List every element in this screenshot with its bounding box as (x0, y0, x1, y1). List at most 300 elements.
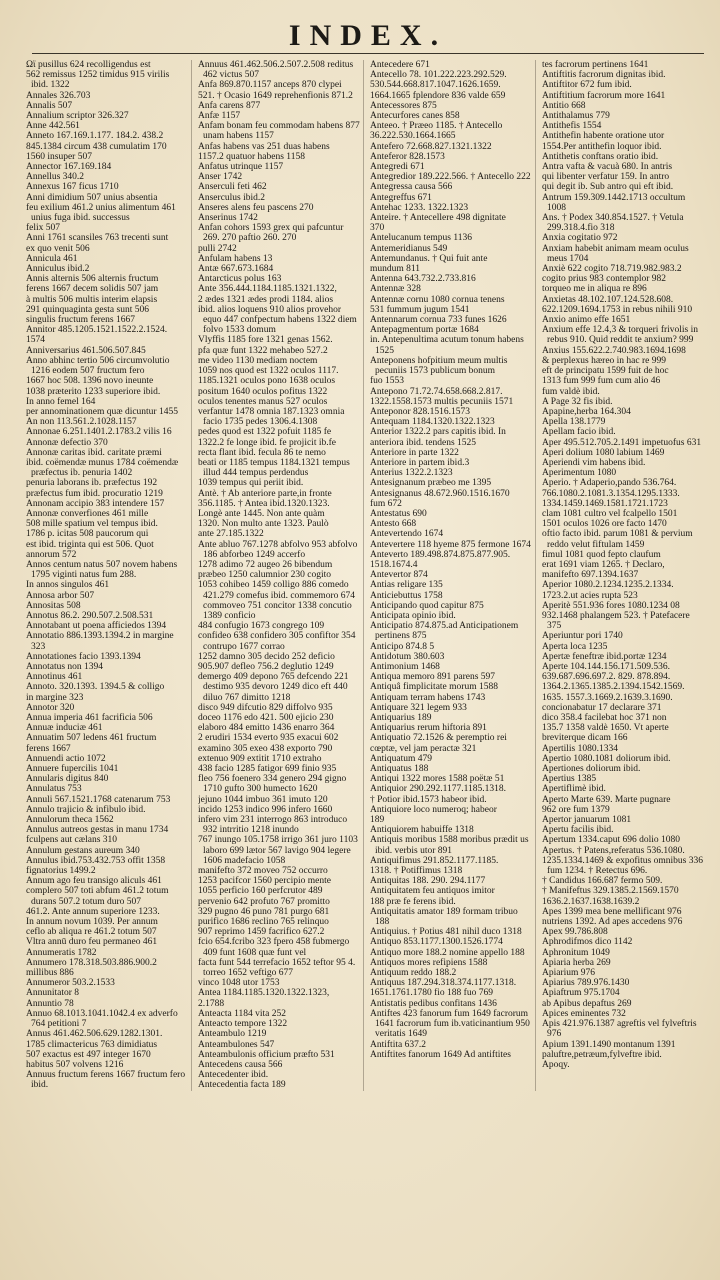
index-entry: dico 358.4 facilebat hoc 371 non (542, 713, 667, 723)
index-entry: Annitor 485.1205.1521.1522.2.1524. (26, 325, 168, 336)
index-entry: Anne 442.561 (26, 121, 80, 132)
index-entry: à multis 506 multis interim elapsis (26, 294, 158, 305)
index-entry: Aphronitum 1049 (542, 947, 610, 958)
index-entry: 1574 (26, 335, 45, 346)
index-entry: fcio 654.fcribo 323 fpero 458 fubmergo 409 funt 1608 quæ funt vel (198, 937, 350, 958)
index-entry: Antithefis 1554 (542, 121, 602, 132)
index-entry: Antegressa causa 566 (370, 182, 453, 193)
index-entry: Annumeror 503.2.1533 (26, 978, 115, 989)
index-entry: ferens 1667 (26, 743, 71, 754)
index-entry: 1039 tempus qui periit ibid. (198, 478, 304, 489)
index-entry: 1560 insuper 507 (26, 151, 92, 162)
index-entry: Annuendi actio 1072 (26, 753, 106, 764)
index-entry: in margine 323 (26, 692, 84, 703)
index-entry: 2 erudiri 1534 everto 935 exacui 602 (198, 733, 339, 744)
index-entry: Apertiones doliorum ibid. (542, 764, 641, 775)
index-entry: oftio facto ibid. parum 1081 & pervium reddo velut fiftulam 1459 (542, 529, 693, 550)
index-entry: cogito prius 983 contemplor 982 (542, 274, 667, 285)
index-entry: infero vim 231 interrogo 863 introduco 932 intrritio 1218 inundo (198, 815, 348, 836)
index-entry: Ante abluo 767.1278 abfolvo 953 abfolvo 186 abforbeo 1249 accerfo (198, 539, 358, 560)
index-entry: Antennæ cornu 1080 cornua tenens (370, 294, 505, 305)
index-entry: Annonæ defectio 370 (26, 437, 108, 448)
index-entry: 1518.1674.4 (370, 559, 418, 570)
index-entry: Antidotum 380.603 (370, 651, 445, 662)
index-entry: Anfatus utrinque 1157 (198, 162, 284, 173)
index-entry: Apiarium 976 (542, 968, 596, 979)
index-entry: Antecedere 671 (370, 60, 430, 70)
index-entry: Antemundanus. † Qui fuit ante (370, 253, 488, 264)
index-entry: singulis fructum ferens 1667 (26, 315, 135, 326)
index-entry: examino 305 exeo 438 exporto 790 (198, 743, 333, 754)
index-entry: Anxiam habebit animam meam oculus meus 1704 (542, 243, 689, 264)
index-entry: Ωϊ pusillus 624 recolligendus est (26, 60, 151, 70)
index-entry: nutriens 1392. Ad apes accedens 976 (542, 917, 683, 928)
index-column-3 (370, 60, 536, 1091)
index-entry: Antiftita 637.2 (370, 1039, 426, 1050)
index-entry: & perplexus hæreo in hac re 999 (542, 355, 666, 366)
index-entry: Anno abhinc tertio 506 circumvolutio 1216 eodem 507 fructum fero (26, 355, 170, 377)
index-entry: clam 1081 cultro vel fcalpello 1501 (542, 508, 678, 519)
index-entry: pfa quæ funt 1322 mehabeo 527.2 (198, 345, 328, 356)
index-entry: ante 27.185.1322 (198, 529, 264, 540)
index-entry: Antiquis moribus 1588 moribus prædit us ibid. verbis utor 891 (370, 835, 529, 856)
index-entry: facta funt 544 terrefacio 1652 teftor 95 4. torreo 1652 veftigo 677 (198, 957, 356, 979)
index-entry: Antistatis pedibus confitans 1436 (370, 998, 497, 1009)
index-entry: Aperio. † Adaperio,pando 536.764. (542, 478, 677, 489)
index-entry: 521. † Ocasio 1649 reprehenfionis 871.2 (198, 90, 353, 101)
index-entry: elaboro 484 emitto 1436 enarro 364 (198, 723, 335, 734)
index-entry: 562 remissus 1252 timidus 915 virilis ibid. 1322 (26, 70, 170, 91)
index-entry: 1157.2 quatuor habens 1158 (198, 151, 305, 162)
index-entry: Longè ante 1445. Non ante quàm (198, 508, 325, 519)
index-entry: Apex 99.786.808 (542, 927, 608, 938)
index-entry: In annos singulos 461 (26, 580, 110, 591)
index-entry: 905.907 defleo 756.2 deglutio 1249 (198, 661, 334, 672)
index-entry: Apertu facilis ibid. (542, 825, 614, 836)
index-entry: 438 facio 1285 fatigor 699 finio 935 (198, 764, 337, 775)
index-entry: 622.1209.1694.1753 in rebus nihili 910 (542, 304, 693, 315)
index-entry: 907 reprimo 1459 facrifico 627.2 (198, 927, 325, 938)
index-entry: Annum ago feu transigo aliculs 461 (26, 876, 162, 887)
index-entry: fuo 1553 (370, 376, 405, 387)
index-entry: breviterque dicam 166 (542, 733, 628, 744)
index-entry: Antiftes 423 fanorum fum 1649 facrorum 1641 facrorum fum ib.vaticinantium 950 veritatis 1649 (370, 1008, 530, 1040)
index-entry: vinco 1048 utor 1753 (198, 978, 280, 989)
index-entry: Apiaftrum 975.1704 (542, 988, 620, 999)
index-entry: Annexus 167 ficus 1710 (26, 182, 119, 193)
index-entry: Anfa carens 877 (198, 100, 261, 111)
index-entry: Antias religare 135 (370, 580, 443, 591)
index-entry: 766.1080.2.1081.3.1354.1295.1333. (542, 488, 680, 499)
index-entry: Vlyffis 1185 fore 1321 genas 1562. (198, 335, 333, 346)
index-entry: torqueo me in aliqua re 896 (542, 284, 647, 295)
index-entry: In anno femel 164 (26, 396, 96, 407)
index-entry: Anteriore in parte 1322 (370, 447, 459, 458)
index-entry: recta flant ibid. fecula 86 te nemo (198, 447, 326, 458)
index-entry: fignatorius 1499.2 (26, 866, 96, 877)
index-entry: Anterius 1322.2.1323 (370, 468, 453, 479)
index-entry: Apertilis 1080.1334 (542, 743, 618, 754)
index-entry: Antepono 71.72.74.658.668.2.817. (370, 386, 503, 397)
index-entry: Annulus autreos gestas in manu 1734 (26, 825, 169, 836)
index-entry: Antenna 643.732.2.733.816 (370, 274, 476, 285)
index-entry: verfantur 1478 omnia 187.1323 omnia facio 1735 pedes 1306.4.1308 (198, 406, 345, 428)
index-entry: Antecedenter ibid. (198, 1070, 269, 1081)
index-entry: † Potior ibid.1573 habeor ibid. (370, 794, 487, 805)
index-entry: doceo 1176 edo 421. 500 ejicio 230 (198, 713, 334, 723)
index-entry: 508 mille spatium vel tempus ibid. (26, 519, 158, 530)
index-entry: beati or 1185 tempus 1184.1321 tempus illud 444 tempus perdendus (198, 457, 350, 479)
index-entry: Ante 356.444.1184.1185.1321.1322, (198, 284, 337, 295)
index-entry: 461.2. Ante annum superiore 1233. (26, 906, 160, 917)
index-entry: Anni 1761 scansiles 763 trecenti sunt (26, 233, 169, 244)
index-entry: Antevertor 874 (370, 570, 428, 581)
index-entry: Annuatim 507 ledens 461 fructum (26, 733, 157, 744)
index-entry: Antesignanus 48.672.960.1516.1670 (370, 488, 510, 499)
index-entry: Anteverto 189.498.874.875.877.905. (370, 549, 511, 560)
index-entry: Annalium scriptor 326.327 (26, 111, 129, 122)
index-entry: Anteacta 1184 vita 252 (198, 1008, 287, 1019)
index-entry: Annus 461.462.506.629.1282.1301. (26, 1029, 163, 1040)
index-entry: anteriora ibid. tendens 1525 (370, 437, 477, 448)
index-entry: Annotationes facio 1393.1394 (26, 651, 141, 662)
index-entry: Apertio 1080.1081 doliorum ibid. (542, 753, 671, 764)
index-entry: Apium 1391.1490 montanum 1391 (542, 1039, 676, 1050)
index-entry: Apertum 1334.caput 696 dolio 1080 (542, 835, 680, 846)
index-entry: positum 1640 oculos pofitus 1322 (198, 386, 328, 397)
index-entry: Aperimentum 1080 (542, 468, 617, 479)
index-entry: Apapine,herba 164.304 (542, 406, 631, 417)
index-entry: præfectus fum ibid. procuratio 1219 (26, 488, 163, 499)
index-entry: erat 1691 viam 1265. † Declaro, (542, 559, 665, 570)
index-entry: Antevertere 118 hyeme 875 fermone 1674 (370, 539, 531, 550)
index-entry: Anserinus 1742 (198, 213, 258, 224)
index-entry: Antennæ 328 (370, 284, 421, 295)
index-entry: Apiaria herba 269 (542, 957, 611, 968)
index-entry: Anteambulones 547 (198, 1039, 275, 1050)
index-entry: Apes 1399 mea bene mellificant 976 (542, 906, 682, 917)
index-entry: 1059 nos quod est 1322 oculos 1117. (198, 366, 339, 377)
index-entry: Aperior 1080.2.1234.1235.2.1334. (542, 580, 674, 591)
index-entry: me video 1130 mediam noctem (198, 355, 318, 366)
index-entry: Apertor januarum 1081 (542, 815, 632, 826)
index-entry: Anniculus ibid.2 (26, 264, 90, 275)
index-entry: Aperto Marte 639. Marte pugnare (542, 794, 671, 805)
index-entry: Antiquam terram habens 1743 (370, 692, 486, 703)
index-entry: Anteacto tempore 1322 (198, 1019, 288, 1030)
index-entry: Annuntio 78 (26, 998, 74, 1009)
index-entry: Antefero 72.668.827.1321.1322 (370, 141, 492, 152)
index-entry: Antiquiore loco numeroq; habeor (370, 804, 497, 815)
index-entry: 1667 hoc 508. 1396 novo ineunte (26, 376, 154, 387)
index-entry: Antesignanum præbeo me 1395 (370, 478, 492, 489)
index-entry: Anxio animo effe 1651 (542, 315, 631, 326)
index-entry: Antiquum reddo 188.2 (370, 968, 457, 979)
index-entry: 1322.1558.1573 multis pecuniis 1571 (370, 396, 514, 407)
index-entry: jejuno 1044 imbuo 361 imuto 120 (198, 794, 328, 805)
index-entry: ab Apibus depaftus 269 (542, 998, 632, 1009)
index-entry: paluftre,petræum,fylveftre ibid. (542, 1049, 662, 1060)
header-rule (32, 53, 704, 54)
index-entry: 1635. 1557.3.1669.2.1639.3.1690. (542, 692, 673, 703)
index-entry: Anteferor 828.1573 (370, 151, 445, 162)
index-title: INDEX. (288, 19, 448, 52)
index-entry: Annuus fructum ferens 1667 fructum fero ibid. (26, 1070, 186, 1091)
index-entry: Antiquatio 72.1526 & peremptio rei (370, 733, 507, 744)
index-entry: 356.1185. † Antea ibid.1320.1323. (198, 498, 330, 509)
index-entry: fum valdè ibid. (542, 386, 600, 397)
index-columns (26, 60, 710, 1091)
index-entry: Antiquare 321 legem 933 (370, 702, 467, 713)
index-entry: Anticipata opinio ibid. (370, 610, 456, 621)
index-entry: concionabatur 17 declarare 371 (542, 702, 662, 713)
index-entry: mundum 811 (370, 264, 421, 275)
index-entry: Anxietas 48.102.107.124.528.608. (542, 294, 674, 305)
index-entry: Anteponens hofpitium meum multis pecuniis 1573 publicum bonum (370, 355, 508, 377)
index-entry: Antimonium 1468 (370, 661, 440, 672)
index-entry: complero 507 toti abfum 461.2 totum durans 507.2 totum duro 507 (26, 886, 169, 907)
index-entry: Aperitè 551.936 fores 1080.1234 08 (542, 600, 680, 611)
index-entry: Antiquifimus 291.852.1177.1185. (370, 855, 499, 866)
index-entry: † Manifeftus 329.1385.2.1569.1570 (542, 886, 679, 897)
index-entry: Antecedentia facta 189 (198, 1080, 286, 1091)
index-entry: Anfam bonam feu commodam habens 877 unam habens 1157 (198, 121, 360, 142)
index-entry: ex quo venit 506 (26, 243, 90, 254)
index-entry: Antecessores 875 (370, 100, 437, 111)
index-entry: fimul 1081 quod fepto claufum (542, 549, 661, 560)
index-entry: Annalis 507 (26, 100, 73, 111)
index-entry: Annularis digitus 840 (26, 774, 109, 785)
index-entry: Annositas 508 (26, 600, 81, 611)
index-entry: Antiquo 853.1177.1300.1526.1774 (370, 937, 503, 948)
index-entry: Annuus 461.462.506.2.507.2.508 reditus 462 victus 507 (198, 60, 354, 81)
index-entry: purifico 1686 reclino 765 relinquo (198, 917, 329, 928)
index-entry: extenuo 909 extitit 1710 extraho (198, 753, 322, 764)
index-entry: Annulo trajicio & infibulo ibid. (26, 804, 146, 815)
index-entry: Apertius 1385 (542, 774, 597, 785)
index-entry: Anni dimidium 507 unius absentia (26, 192, 158, 203)
index-entry: Antiquior 290.292.1177.1185.1318. (370, 784, 506, 795)
index-entry: 1501 oculos 1026 ore facto 1470 (542, 519, 667, 530)
index-entry: 484 confugio 1673 congrego 109 (198, 621, 325, 632)
index-entry: Annuere fupercilis 1041 (26, 764, 119, 775)
index-entry: 507 exactus est 497 integer 1670 (26, 1049, 151, 1060)
index-entry: Annuo 68.1013.1041.1042.4 ex adverfo 764 petitioni 7 (26, 1008, 178, 1030)
index-entry: 1320. Non multo ante 1323. Paulò (198, 519, 329, 530)
index-entry: Apis 421.976.1387 agreftis vel fylveftris 976 (542, 1019, 697, 1040)
index-entry: felix 507 (26, 223, 61, 234)
index-entry: Antemeridianus 549 (370, 243, 448, 254)
index-entry: Annumeratis 1782 (26, 947, 97, 958)
index-entry: 531 fummum jugum 1541 (370, 304, 470, 315)
index-entry: Antecello 78. 101.222.223.292.529. (370, 70, 507, 81)
index-entry: 189 (370, 815, 385, 826)
index-entry: ferens 1667 decem solidis 507 jam (26, 284, 159, 295)
index-entry: Annuæ induciæ 461 (26, 723, 103, 734)
index-entry: 1313 fum 999 fum cum alio 46 (542, 376, 661, 387)
index-entry: 1785 climactericus 763 dimidiatus (26, 1039, 158, 1050)
index-entry: ceflo ab aliqua re 461.2 totum 507 (26, 927, 157, 938)
index-entry: 1253 pacifcor 1560 percipio mente (198, 876, 331, 887)
index-entry: disco 949 difcutio 829 diffolvo 935 (198, 702, 333, 713)
index-entry: Anneto 167.169.1.177. 184.2. 438.2 (26, 131, 164, 142)
index-entry: oculos tenentes manus 527 oculos (198, 396, 328, 407)
index-entry: Antiquitas 188. 290. 294.1177 (370, 876, 486, 887)
index-entry: Antiquo more 188.2 nomine appello 188 (370, 947, 525, 958)
index-entry: Apertus. † Patens,referatus 536.1080. (542, 845, 685, 856)
index-entry: 370 (370, 223, 385, 234)
index-entry: Annonæ converfiones 461 mille (26, 508, 149, 519)
index-entry: Anxia cogitatio 972 (542, 233, 618, 244)
index-entry: Antennarum cornua 733 funes 1626 (370, 315, 507, 326)
index-entry: 2.1788 (198, 998, 225, 1009)
index-entry: Aperiendi vim habens ibid. (542, 457, 646, 468)
index-entry: Antæ 667.673.1684 (198, 264, 274, 275)
index-entry: fum 672 (370, 498, 402, 509)
index-entry: penuria laborans ib. præfectus 192 (26, 478, 158, 489)
index-entry: 1322.2 fe longe ibid. fe projicit ib.fe (198, 437, 336, 448)
index-entry: A Page 32 fis ibid. (542, 396, 613, 407)
index-entry: Apellam facio ibid. (542, 427, 616, 438)
index-entry: incido 1253 indico 996 infero 1660 (198, 804, 333, 815)
index-entry: 1055 perficio 160 perfcrutor 489 (198, 886, 323, 897)
index-entry: 2 ædes 1321 ædes prodi 1184. alios (198, 294, 334, 305)
index-entry: Annis alternis 506 alternis fructum (26, 274, 159, 285)
index-entry: habitus 507 volvens 1216 (26, 1059, 124, 1070)
index-entry: Antiquus 187.294.318.374.1177.1318. (370, 978, 517, 989)
index-entry: feu exilium 461.2 unius alimentum 461 unius fuga ibid. successus (26, 202, 176, 224)
index-entry: 1636.2.1637.1638.1639.2 (542, 896, 640, 907)
index-entry: Antea 1184.1185.1320.1322.1323, (198, 988, 330, 999)
index-entry: Vltra annū duro feu permaneo 461 (26, 937, 158, 948)
index-entry: Antithetis conftans oratio ibid. (542, 151, 659, 162)
index-entry: Antelucanum tempus 1136 (370, 233, 473, 244)
index-entry: 530.544.668.817.1047.1626.1659. (370, 80, 501, 91)
index-entry: confideo 638 confidero 305 confiftor 354 contrupo 1677 corrao (198, 631, 356, 652)
index-entry: 962 ore fum 1379 (542, 804, 610, 815)
index-entry: Antehac 1233. 1322.1323 (370, 202, 469, 213)
index-entry: Annotabant ut poena afficiedos 1394 (26, 621, 167, 632)
index-column-4 (542, 60, 708, 1091)
index-entry: Anxius 155.622.2.740.983.1694.1698 (542, 345, 686, 356)
index-entry: Antiftitis facrorum dignitas ibid. (542, 70, 666, 81)
index-entry: 1364.2.1365.1385.2.1394.1542.1569. (542, 682, 685, 693)
index-entry: Anteeo. † Præeo 1185. † Antecello (370, 121, 503, 132)
index-entry: Anticipando quod capitur 875 (370, 600, 484, 611)
index-entry: 1278 adimo 72 augeo 26 bibendum (198, 559, 333, 570)
index-entry: Aperta loca 1235 (542, 641, 608, 652)
index-column-1 (26, 60, 192, 1091)
index-entry: millibus 886 (26, 968, 74, 979)
index-entry: eft de principatu 1599 fuit de hoc (542, 366, 669, 377)
index-column-2 (198, 60, 364, 1091)
index-entry: Aphrodifmos dico 1142 (542, 937, 633, 948)
index-entry: Antra vafta & vacuà 680. In antris (542, 162, 673, 173)
index-entry: Apoqy. (542, 1059, 570, 1070)
index-entry: 845.1384 circum 438 cumulatim 170 (26, 141, 167, 152)
index-entry: Apertiflimè ibid. (542, 784, 606, 795)
index-entry: Annoto. 320.1393. 1394.5 & colligo (26, 682, 165, 693)
index-entry: Anfa 869.870.1157 anceps 870 clypei (198, 80, 342, 91)
index-entry: manifefto 697.1394.1637 (542, 570, 639, 581)
index-entry: Antarcticus polus 163 (198, 274, 282, 285)
index-entry: Antiquâ fimplicitate morum 1588 (370, 682, 498, 693)
index-entry: Antesto 668 (370, 519, 417, 530)
index-entry: Anserculi feti 462 (198, 182, 267, 193)
index-entry: 291 quinquaginta gesta sunt 506 (26, 304, 149, 315)
index-entry: Anterior 1322.2 pars capitis ibid. In (370, 427, 506, 438)
index-entry: Anxium effe 12.4,3 & torqueri frivolis in rebus 910. Quid reddit te anxium? 999 (542, 325, 699, 346)
index-entry: 1651.1761.1780 fio 188 fuo 769 (370, 988, 493, 999)
index-entry: 1318. † Potiffimus 1318 (370, 866, 463, 877)
index-entry: Annosa arbor 507 (26, 590, 95, 601)
index-entry: 329 pugno 46 puno 781 purgo 681 (198, 906, 330, 917)
index-entry: fculpens aut cælans 310 (26, 835, 118, 846)
index-entry: Anxiè 622 cogito 718.719.982.983.2 (542, 264, 682, 275)
index-entry: qui degit ib. Sub antro qui eft ibid. (542, 182, 674, 193)
index-entry: Antiquos mores refipiens 1588 (370, 957, 488, 968)
index-entry: Antiqua memoro 891 parens 597 (370, 672, 496, 683)
index-entry: demergo 409 depono 765 defcendo 221 destimo 935 devoro 1249 dico eft 440 diluo 767 dimitto 1218 (198, 672, 349, 703)
index-entry: 1235.1334.1469 & expofitus omnibus 336 fum 1234. † Retectus 696. (542, 855, 703, 877)
index-entry: Anticiebuttus 1758 (370, 590, 443, 601)
index-entry: Antegredior 189.222.566. † Antecello 222 (370, 172, 531, 183)
index-entry: 1786 p. icitas 508 paucorum qui (26, 529, 149, 540)
index-entry: qui libenter verfatur 159. In antro (542, 172, 670, 183)
index-entry: Antiqui 1322 mores 1588 poëtæ 51 (370, 774, 505, 785)
index-entry: Anseres alens feu pascens 270 (198, 202, 314, 213)
index-entry: Antestatus 690 (370, 508, 427, 519)
index-entry: 1664.1665 fplendore 836 valde 659 (370, 90, 506, 101)
index-entry: Annotatio 886.1393.1394.2 in margine 323 (26, 631, 174, 652)
index-entry: Annulorum theca 1562 (26, 815, 114, 826)
index-entry: Annotus 86.2. 290.507.2.508.531 (26, 610, 154, 621)
index-entry: Anser 1742 (198, 172, 243, 183)
index-entry: annorum 572 (26, 549, 77, 560)
index-entry: Antrum 159.309.1442.1713 occultum 1008 (542, 192, 686, 213)
page-header (26, 16, 710, 56)
index-entry: 1053 cohibeo 1459 colligo 886 comedo 421.279 comefus ibid. commemoro 674 commoveo 751 concitor 1338 concutio 1389 conficio (198, 580, 355, 621)
index-entry: 1252 damno 305 decido 252 deficio (198, 651, 335, 662)
index-entry: Apiarius 789.976.1430 (542, 978, 630, 989)
index-entry: Antevertendo 1674 (370, 529, 444, 540)
index-entry: 932.1468 phalangem 523. † Patefacere 375 (542, 610, 690, 632)
index-entry: cœptæ, vel jam peractæ 321 (370, 743, 477, 754)
index-entry: Annua imperia 461 facrificia 506 (26, 713, 153, 723)
index-entry: Aperi dolium 1080 labium 1469 (542, 447, 665, 458)
index-entry: Anfulam habens 13 (198, 253, 273, 264)
index-entry: Apella 138.1779 (542, 417, 606, 428)
index-entry: Anfan cohors 1593 grex qui pafcuntur 269. 270 paftio 260. 270 (198, 223, 344, 244)
index-entry: Antiquius. † Potius 481 nihil duco 1318 (370, 927, 522, 938)
index-entry: 767 inungo 105.1758 irrigo 361 juro 1103 laboro 699 lætor 567 lavigo 904 legere 1606 madefacio 1058 (198, 835, 358, 866)
index-entry: Antè. † Ab anteriore parte,in fronte (198, 488, 332, 499)
index-entry: Aperiuntur pori 1740 (542, 631, 623, 642)
index-entry: Antiquatum 479 (370, 753, 433, 764)
index-entry: Annulum gestans aureum 340 (26, 845, 140, 856)
index-entry: Antiquarius 189 (370, 713, 432, 723)
index-entry: Annotatus non 1394 (26, 661, 104, 672)
index-entry: Antepagmentum portæ 1684 (370, 325, 479, 336)
index-entry: præbeo 1250 calumnior 230 cogito (198, 570, 331, 581)
index-entry: in. Antepenultima acutum tonum habens 1525 (370, 335, 524, 356)
index-entry: Antithefin habente oratione utor (542, 131, 665, 142)
index-entry: Anteambulonis officium præfto 531 (198, 1049, 335, 1060)
index-entry: Antiftitor 672 fum ibid. (542, 80, 632, 91)
index-entry: Anticipo 874.8 5 (370, 641, 435, 652)
index-entry: 135.7 1358 valdè 1650. Vt aperte (542, 723, 669, 734)
index-entry: Antiquarius rerum hiftoria 891 (370, 723, 487, 734)
